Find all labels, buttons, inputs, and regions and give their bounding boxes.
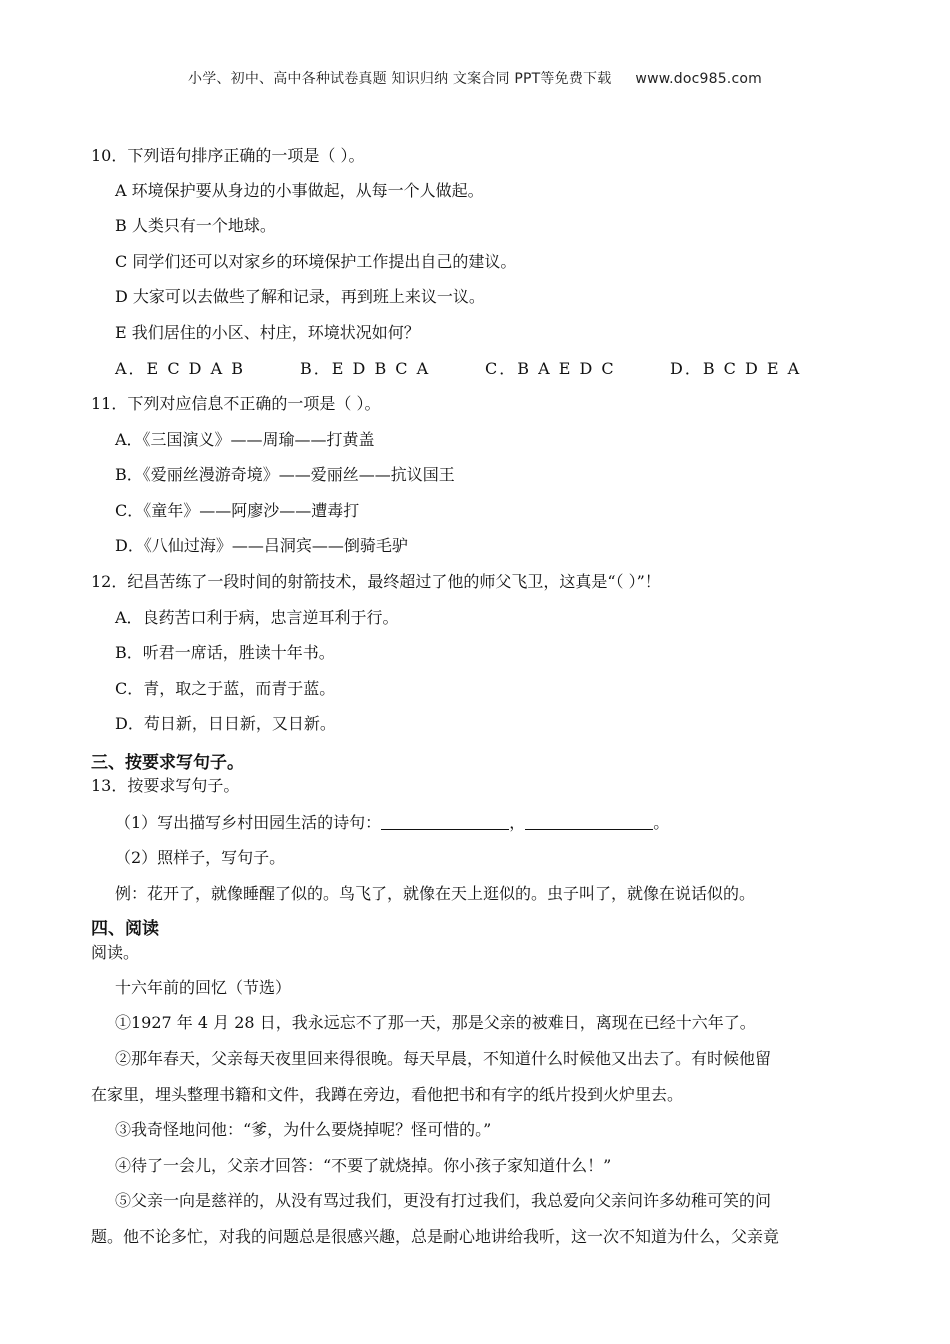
section-4-heading: 四、阅读: [91, 919, 159, 939]
passage-paragraph-2-line-2: 在家里，埋头整理书籍和文件，我蹲在旁边，看他把书和有字的纸片投到火炉里去。: [91, 1085, 684, 1104]
q12-option-b[interactable]: B．听君一席话，胜读十年书。: [115, 643, 335, 662]
q10-option-a[interactable]: A．E C D A B: [115, 359, 245, 378]
passage-paragraph-5-line-1: ⑤父亲一向是慈祥的，从没有骂过我们，更没有打过我们，我总爱向父亲问许多幼稚可笑的问: [115, 1191, 772, 1210]
passage-paragraph-4: ④待了一会儿，父亲才回答：“不要了就烧掉。你小孩子家知道什么！”: [115, 1156, 612, 1175]
q10-sentence-b: B 人类只有一个地球。: [115, 216, 276, 235]
q11-option-b[interactable]: B．《爱丽丝漫游奇境》——爱丽丝——抗议国王: [115, 465, 455, 484]
page-header: [0, 68, 950, 88]
q13-stem: 13．按要求写句子。: [91, 776, 240, 795]
q11-option-a[interactable]: A．《三国演义》——周瑜——打黄盖: [115, 430, 375, 449]
q13-blank-2[interactable]: [525, 813, 653, 830]
header-site-link[interactable]: www.doc985.com: [635, 71, 762, 87]
q10-option-b[interactable]: B．E D B C A: [300, 359, 431, 378]
q10-sentence-c: C 同学们还可以对家乡的环境保护工作提出自己的建议。: [115, 252, 517, 271]
q13-sub2: （2）照样子，写句子。: [115, 848, 286, 867]
q13-sub1: [115, 812, 669, 834]
q10-option-d[interactable]: D．B C D E A: [670, 359, 802, 378]
q13-sub1-comma: ，: [509, 813, 526, 832]
q10-sentence-e: E 我们居住的小区、村庄，环境状况如何？: [115, 323, 420, 342]
q10-sentence-d: D 大家可以去做些了解和记录，再到班上来议一议。: [115, 287, 485, 306]
q13-sub1-prompt: （1）写出描写乡村田园生活的诗句：: [115, 813, 382, 832]
passage-paragraph-5-line-2: 题。他不论多忙，对我的问题总是很感兴趣，总是耐心地讲给我听，这一次不知道为什么，父亲竟: [91, 1227, 780, 1246]
q13-blank-1[interactable]: [381, 813, 509, 830]
q10-option-c[interactable]: C．B A E D C: [485, 359, 616, 378]
passage-paragraph-2-line-1: ②那年春天，父亲每天夜里回来得很晚。每天早晨，不知道什么时候他又出去了。有时候他留: [115, 1049, 772, 1068]
header-text: 小学、初中、高中各种试卷真题 知识归纳 文案合同 PPT等免费下载: [188, 71, 612, 87]
q13-example: 例：花开了，就像睡醒了似的。鸟飞了，就像在天上逛似的。虫子叫了，就像在说话似的。: [115, 884, 756, 903]
passage-paragraph-3: ③我奇怪地问他：“爹，为什么要烧掉呢？怪可惜的。”: [115, 1120, 492, 1139]
q10-sentence-a: A 环境保护要从身边的小事做起，从每一个人做起。: [115, 181, 484, 200]
q12-option-d[interactable]: D．苟日新，日日新，又日新。: [115, 714, 336, 733]
passage-paragraph-1: ①1927 年 4 月 28 日，我永远忘不了那一天，那是父亲的被难日，离现在已经十六年了。: [115, 1013, 756, 1032]
q11-option-c[interactable]: C．《童年》——阿廖沙——遭毒打: [115, 501, 360, 520]
q10-stem: 10．下列语句排序正确的一项是（ ）。: [91, 146, 365, 165]
section-3-heading: 三、按要求写句子。: [91, 753, 244, 773]
passage-title: 十六年前的回忆（节选）: [115, 978, 292, 997]
q12-option-a[interactable]: A．良药苦口利于病，忠言逆耳利于行。: [115, 608, 399, 627]
q11-option-d[interactable]: D．《八仙过海》——吕洞宾——倒骑毛驴: [115, 536, 408, 555]
q13-sub1-end: 。: [653, 813, 670, 832]
reading-intro: 阅读。: [91, 943, 140, 962]
q12-stem: 12．纪昌苦练了一段时间的射箭技术，最终超过了他的师父飞卫，这真是“（ ）”！: [91, 572, 661, 591]
q12-option-c[interactable]: C．青，取之于蓝，而青于蓝。: [115, 679, 336, 698]
q11-stem: 11．下列对应信息不正确的一项是（ ）。: [91, 394, 381, 413]
